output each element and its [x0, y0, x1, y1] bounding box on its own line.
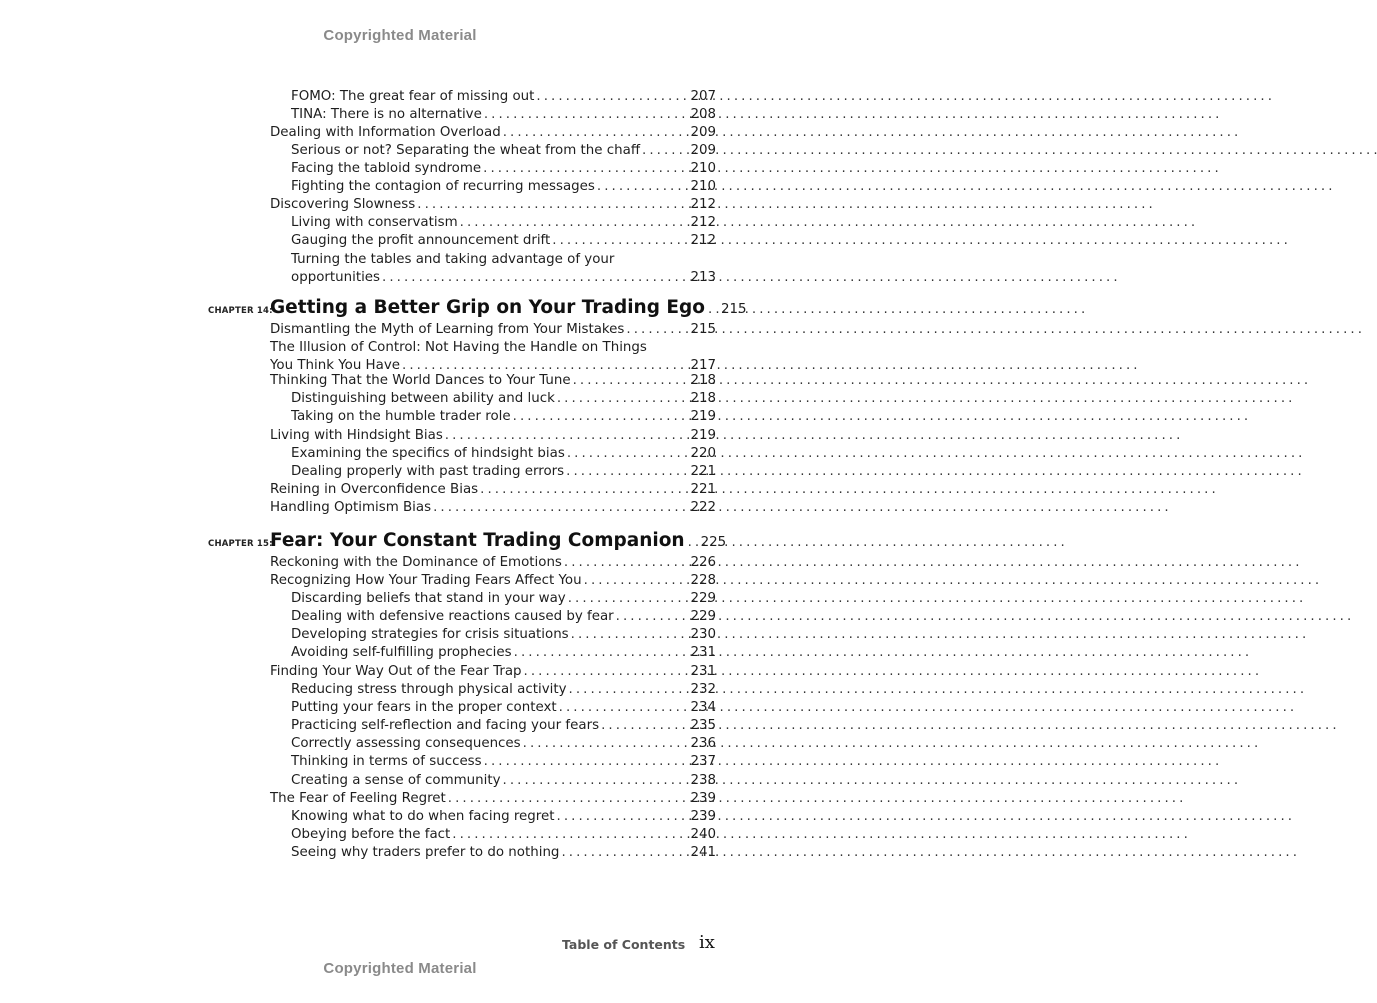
toc-entry-title: Thinking in terms of success — [291, 754, 482, 769]
toc-entry-page: 226 — [690, 555, 716, 570]
toc-entry-page: 208 — [690, 107, 716, 122]
leader-dots — [382, 269, 688, 287]
toc-entry[interactable] — [291, 106, 716, 124]
toc-entry-title: Dealing properly with past trading errors — [291, 464, 565, 479]
toc-entry-page: 239 — [690, 809, 716, 824]
toc-entry-page: 232 — [690, 682, 716, 697]
toc-entry-title: TINA: There is no alternative — [291, 107, 482, 122]
toc-entry-title: Obeying before the fact — [291, 827, 451, 842]
leader-dots — [513, 408, 689, 426]
toc-entry-page: 237 — [690, 754, 716, 769]
toc-entry-title-line1: Turning the tables and taking advantage of your — [291, 252, 615, 267]
copyright-watermark-bottom: Copyrighted Material — [323, 960, 477, 977]
toc-entry[interactable] — [291, 390, 716, 408]
toc-entry-page: 207 — [690, 89, 716, 104]
toc-entry[interactable] — [270, 124, 716, 142]
toc-entry-page: 210 — [690, 179, 716, 194]
leader-dots — [571, 626, 689, 644]
leader-dots — [559, 699, 689, 717]
leader-dots — [484, 753, 689, 771]
leader-dots — [569, 681, 689, 699]
toc-entry-page: 221 — [690, 482, 716, 497]
toc-entry-title: Reining in Overconfidence Bias — [270, 482, 479, 497]
leader-dots — [483, 160, 688, 178]
leader-dots — [503, 772, 689, 790]
chapter-label: CHAPTER 14: — [208, 306, 273, 316]
toc-entry[interactable] — [291, 772, 716, 790]
toc-entry-title: FOMO: The great fear of missing out — [291, 89, 535, 104]
leader-dots — [514, 644, 689, 662]
toc-entry[interactable] — [291, 590, 716, 608]
toc-entry[interactable] — [291, 608, 716, 626]
copyright-watermark-top: Copyrighted Material — [323, 27, 477, 44]
toc-entry-page: 212 — [690, 215, 716, 230]
toc-entry[interactable] — [291, 753, 716, 771]
toc-entry-title: Practicing self-reflection and facing your fears — [291, 718, 600, 733]
toc-entry[interactable] — [270, 572, 716, 590]
toc-entry-page: 235 — [690, 718, 716, 733]
toc-entry-page: 239 — [690, 791, 716, 806]
toc-entry-page: 229 — [690, 609, 716, 624]
toc-entry-page: 238 — [690, 773, 716, 788]
toc-entry-page: 209 — [690, 125, 716, 140]
toc-entry[interactable] — [291, 251, 716, 287]
toc-entry[interactable] — [291, 699, 716, 717]
toc-entry[interactable] — [270, 339, 716, 375]
toc-entry[interactable] — [291, 681, 716, 699]
toc-entry-title-line2: opportunities — [291, 270, 381, 286]
chapter-title: Getting a Better Grip on Your Trading Ego — [270, 297, 706, 318]
toc-entry-title: Discovering Slowness — [270, 197, 416, 212]
leader-dots — [557, 808, 689, 826]
toc-entry-title: Thinking That the World Dances to Your Tune — [270, 373, 571, 388]
toc-entry-title: Dealing with Information Overload — [270, 125, 501, 140]
toc-entry-title: Creating a sense of community — [291, 773, 501, 788]
leader-dots — [460, 214, 689, 232]
toc-entry-title: Dismantling the Myth of Learning from Your Mistakes — [270, 322, 625, 337]
toc-entry-page: 231 — [690, 645, 716, 660]
toc-entry-title: The Fear of Feeling Regret — [270, 791, 446, 806]
toc-entry[interactable] — [291, 717, 716, 735]
leader-dots — [524, 663, 689, 681]
leader-dots — [484, 106, 689, 124]
toc-entry-title: Fighting the contagion of recurring messages — [291, 179, 595, 194]
toc-entry[interactable] — [270, 427, 716, 445]
leader-dots — [448, 790, 689, 808]
toc-entry-title: Correctly assessing consequences — [291, 736, 521, 751]
toc-entry-title: Knowing what to do when facing regret — [291, 809, 555, 824]
toc-entry-title: Living with conservatism — [291, 215, 458, 230]
leader-dots — [597, 178, 689, 196]
toc-entry[interactable] — [270, 321, 716, 339]
toc-entry-title: Avoiding self-fulfilling prophecies — [291, 645, 512, 660]
toc-entry[interactable] — [291, 463, 716, 481]
leader-dots — [566, 463, 688, 481]
toc-entry-title: Reducing stress through physical activity — [291, 682, 567, 697]
toc-entry[interactable] — [291, 214, 716, 232]
toc-entry-title: Discarding beliefs that stand in your way — [291, 591, 566, 606]
toc-entry[interactable] — [291, 735, 716, 753]
toc-entry-title: Reckoning with the Dominance of Emotions — [270, 555, 562, 570]
toc-entry[interactable] — [270, 554, 716, 572]
leader-dots — [584, 572, 689, 590]
toc-entry-title: Taking on the humble trader role — [291, 409, 511, 424]
toc-entry[interactable] — [291, 844, 716, 862]
toc-entry-page: 231 — [690, 664, 716, 679]
toc-entry-page: 218 — [690, 391, 716, 406]
toc-entry-title: Putting your fears in the proper context — [291, 700, 557, 715]
leader-dots — [536, 88, 688, 106]
toc-entry-page: 210 — [690, 161, 716, 176]
toc-entry-page: 217 — [690, 358, 716, 374]
toc-entry[interactable] — [291, 142, 716, 160]
toc-entry-title: Recognizing How Your Trading Fears Affect You — [270, 573, 582, 588]
leader-dots — [503, 124, 689, 142]
toc-entry-page: 212 — [690, 197, 716, 212]
toc-entry[interactable] — [291, 826, 716, 844]
toc-entry-title-line2: You Think You Have — [270, 358, 400, 374]
toc-entry-title: Dealing with defensive reactions caused by fear — [291, 609, 614, 624]
chapter-title: Fear: Your Constant Trading Companion — [270, 530, 685, 551]
toc-entry-page: 219 — [690, 428, 716, 443]
toc-entry[interactable] — [291, 408, 716, 426]
toc-entry-page: 236 — [690, 736, 716, 751]
toc-entry-page: 220 — [690, 446, 716, 461]
toc-entry-page: 219 — [690, 409, 716, 424]
leader-dots — [480, 481, 688, 499]
chapter-page: 225 — [700, 535, 727, 550]
leader-dots — [626, 321, 688, 339]
toc-entry-page: 212 — [690, 233, 716, 248]
leader-dots — [601, 717, 688, 735]
toc-entry[interactable] — [270, 663, 716, 681]
toc-entry-page: 234 — [690, 700, 716, 715]
running-footer-label: Table of Contents — [562, 937, 686, 952]
toc-entry-page: 222 — [690, 500, 716, 515]
chapter-page: 215 — [721, 302, 747, 317]
leader-dots — [523, 735, 689, 753]
toc-entry-page: 240 — [690, 827, 716, 842]
leader-dots — [417, 196, 688, 214]
leader-dots — [433, 499, 688, 517]
toc-entry-title: Developing strategies for crisis situations — [291, 627, 569, 642]
toc-entry[interactable] — [291, 160, 716, 178]
leader-dots — [573, 372, 689, 390]
toc-entry-page: 213 — [690, 270, 716, 286]
toc-entry-title: Gauging the profit announcement drift — [291, 233, 551, 248]
toc-entry-title: Handling Optimism Bias — [270, 500, 432, 515]
toc-entry-title: Distinguishing between ability and luck — [291, 391, 555, 406]
toc-entry-page: 241 — [690, 845, 716, 860]
leader-dots — [708, 302, 718, 317]
toc-entry-page: 229 — [690, 591, 716, 606]
toc-entry-title: Finding Your Way Out of the Fear Trap — [270, 664, 522, 679]
page-number: ix — [699, 932, 715, 953]
toc-entry[interactable] — [291, 644, 716, 662]
leader-dots — [642, 142, 688, 160]
toc-entry-page: 228 — [690, 573, 716, 588]
toc-entry-title: Facing the tabloid syndrome — [291, 161, 482, 176]
chapter-heading-15[interactable] — [208, 530, 727, 551]
leader-dots — [567, 445, 689, 463]
toc-entry[interactable] — [270, 499, 716, 517]
toc-entry[interactable] — [270, 790, 716, 808]
leader-dots — [568, 590, 689, 608]
toc-entry[interactable] — [270, 372, 716, 390]
toc-entry[interactable] — [291, 88, 716, 106]
leader-dots — [561, 844, 688, 862]
toc-entry[interactable] — [270, 481, 716, 499]
toc-entry-page: 215 — [690, 322, 716, 337]
leader-dots — [564, 554, 689, 572]
toc-entry-title: Examining the specifics of hindsight bias — [291, 446, 565, 461]
toc-entry-title-line1: The Illusion of Control: Not Having the Handle on Things — [270, 340, 647, 355]
toc-entry-title: Serious or not? Separating the wheat from the chaff — [291, 143, 641, 158]
toc-entry[interactable] — [291, 178, 716, 196]
leader-dots — [452, 826, 688, 844]
leader-dots — [557, 390, 689, 408]
toc-entry-page: 221 — [690, 464, 716, 479]
leader-dots — [552, 232, 688, 250]
toc-entry[interactable] — [270, 196, 716, 214]
toc-entry[interactable] — [291, 626, 716, 644]
toc-entry-title: Seeing why traders prefer to do nothing — [291, 845, 560, 860]
toc-entry-page: 218 — [690, 373, 716, 388]
leader-dots — [445, 427, 689, 445]
toc-entry[interactable] — [291, 445, 716, 463]
toc-entry-page: 230 — [690, 627, 716, 642]
toc-entry-title: Living with Hindsight Bias — [270, 428, 443, 443]
chapter-label: CHAPTER 15: — [208, 539, 273, 549]
toc-entry[interactable] — [291, 232, 716, 250]
chapter-heading-14[interactable] — [208, 297, 747, 318]
leader-dots — [688, 535, 698, 550]
leader-dots — [616, 608, 689, 626]
toc-entry-page: 209 — [690, 143, 716, 158]
toc-entry[interactable] — [291, 808, 716, 826]
